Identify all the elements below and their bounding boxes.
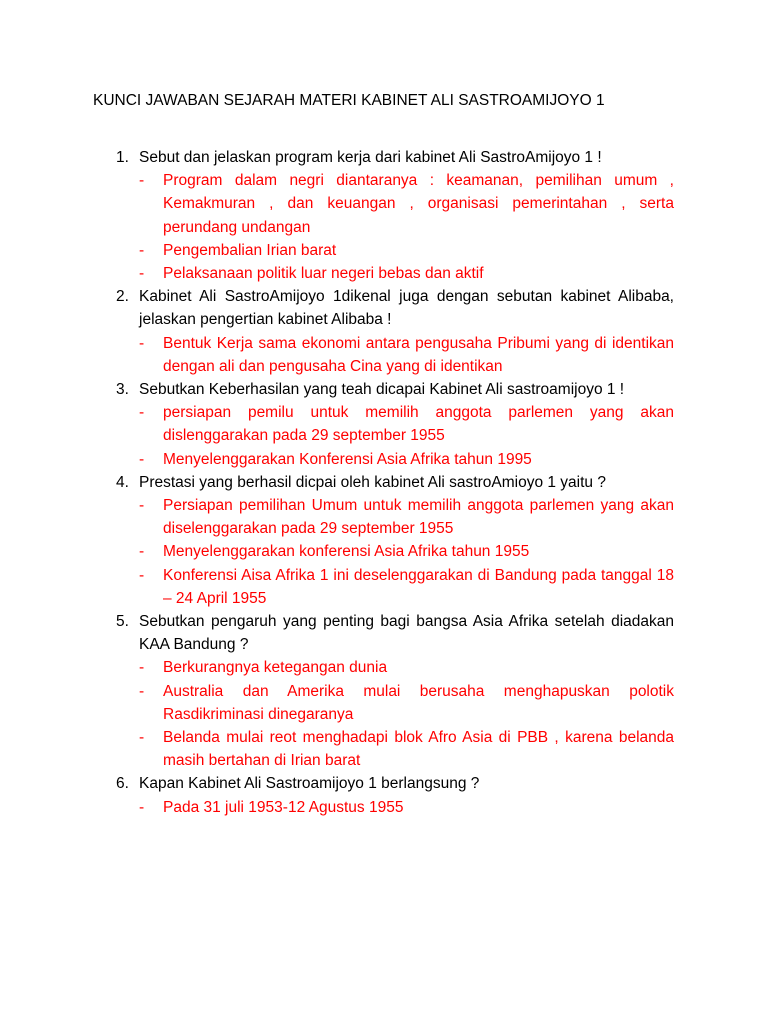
answer-list [0,332,768,378]
answer-dash: - [139,543,145,561]
question-text: Prestasi yang berhasil dicpai oleh kabinet Ali sastroAmioyo 1 yaitu ? [139,473,606,491]
question-number: 2. [116,288,129,306]
answer-item [0,796,768,819]
answer-item [0,726,768,772]
answer-item [0,494,768,540]
question-text: Sebutkan pengaruh yang penting bagi bangsa Asia Afrika setelah diadakan KAA Bandung ? [139,613,674,654]
question-number: 4. [116,473,129,491]
answer-dash: - [139,566,145,584]
question-item [0,471,768,610]
answer-dash: - [139,265,145,283]
answer-item [0,564,768,610]
answer-dash: - [139,729,145,747]
answer-dash: - [139,659,145,677]
answer-item [0,239,768,262]
answer-list [0,169,768,285]
answer-dash: - [139,404,145,422]
answer-text: Bentuk Kerja sama ekonomi antara pengusaha Pribumi yang di identikan dengan ali dan pengusaha Cina yang di identikan [163,334,674,375]
answer-item [0,680,768,726]
answer-text: Berkurangnya ketegangan dunia [163,659,388,677]
answer-dash: - [139,682,145,700]
answer-text: Menyelenggarakan konferensi Asia Afrika tahun 1955 [163,543,530,561]
answer-item [0,656,768,679]
question-item [0,772,768,818]
answer-text: Menyelenggarakan Konferensi Asia Afrika tahun 1995 [163,450,532,468]
answer-text: Belanda mulai reot menghadapi blok Afro Asia di PBB , karena belanda masih bertahan di Irian barat [163,729,674,770]
answer-dash: - [139,172,145,190]
question-number: 1. [116,149,129,166]
question-item [0,610,768,772]
question-number: 3. [116,381,129,399]
answer-text: Australia dan Amerika mulai berusaha menghapuskan polotik Rasdikriminasi dinegaranya [163,682,674,723]
answer-item [0,169,768,239]
answer-dash: - [139,497,145,515]
answer-list [0,656,768,772]
answer-text: Persiapan pemilihan Umum untuk memilih anggota parlemen yang akan diselenggarakan pada 29 september 1955 [163,497,674,538]
answer-dash: - [139,334,145,352]
question-text: Sebut dan jelaskan program kerja dari kabinet Ali SastroAmijoyo 1 ! [139,149,602,166]
question-text: Kapan Kabinet Ali Sastroamijoyo 1 berlangsung ? [139,775,480,793]
answer-text: Pengembalian Irian barat [163,241,337,259]
question-text: Sebutkan Keberhasilan yang teah dicapai Kabinet Ali sastroamijoyo 1 ! [139,381,625,399]
answer-dash: - [139,798,145,816]
answer-list [0,796,768,819]
question-list [0,146,768,819]
answer-item [0,401,768,447]
answer-item [0,332,768,378]
question-item [0,378,768,471]
answer-text: Konferensi Aisa Afrika 1 ini deselenggarakan di Bandung pada tanggal 18 – 24 April 1955 [163,566,674,607]
answer-dash: - [139,241,145,259]
answer-item [0,262,768,285]
question-number: 5. [116,613,129,631]
answer-item [0,540,768,563]
question-text: Kabinet Ali SastroAmijoyo 1dikenal juga dengan sebutan kabinet Alibaba, jelaskan pengertian kabinet Alibaba ! [139,288,674,329]
answer-text: Pada 31 juli 1953-12 Agustus 1955 [163,798,404,816]
question-number: 6. [116,775,129,793]
answer-text: persiapan pemilu untuk memilih anggota parlemen yang akan dislenggarakan pada 29 september 1955 [163,404,674,445]
answer-text: Pelaksanaan politik luar negeri bebas dan aktif [163,265,484,283]
question-item [0,285,768,378]
answer-list [0,494,768,610]
answer-item [0,448,768,471]
question-item [0,146,768,285]
answer-list [0,401,768,471]
answer-dash: - [139,450,145,468]
answer-text: Program dalam negri diantaranya : keamanan, pemilihan umum , Kemakmuran , dan keuangan , organisasi pemerintahan , serta perundang undangan [163,172,674,236]
document-title: KUNCI JAWABAN SEJARAH MATERI KABINET ALI SASTROAMIJOYO 1 [93,92,605,109]
